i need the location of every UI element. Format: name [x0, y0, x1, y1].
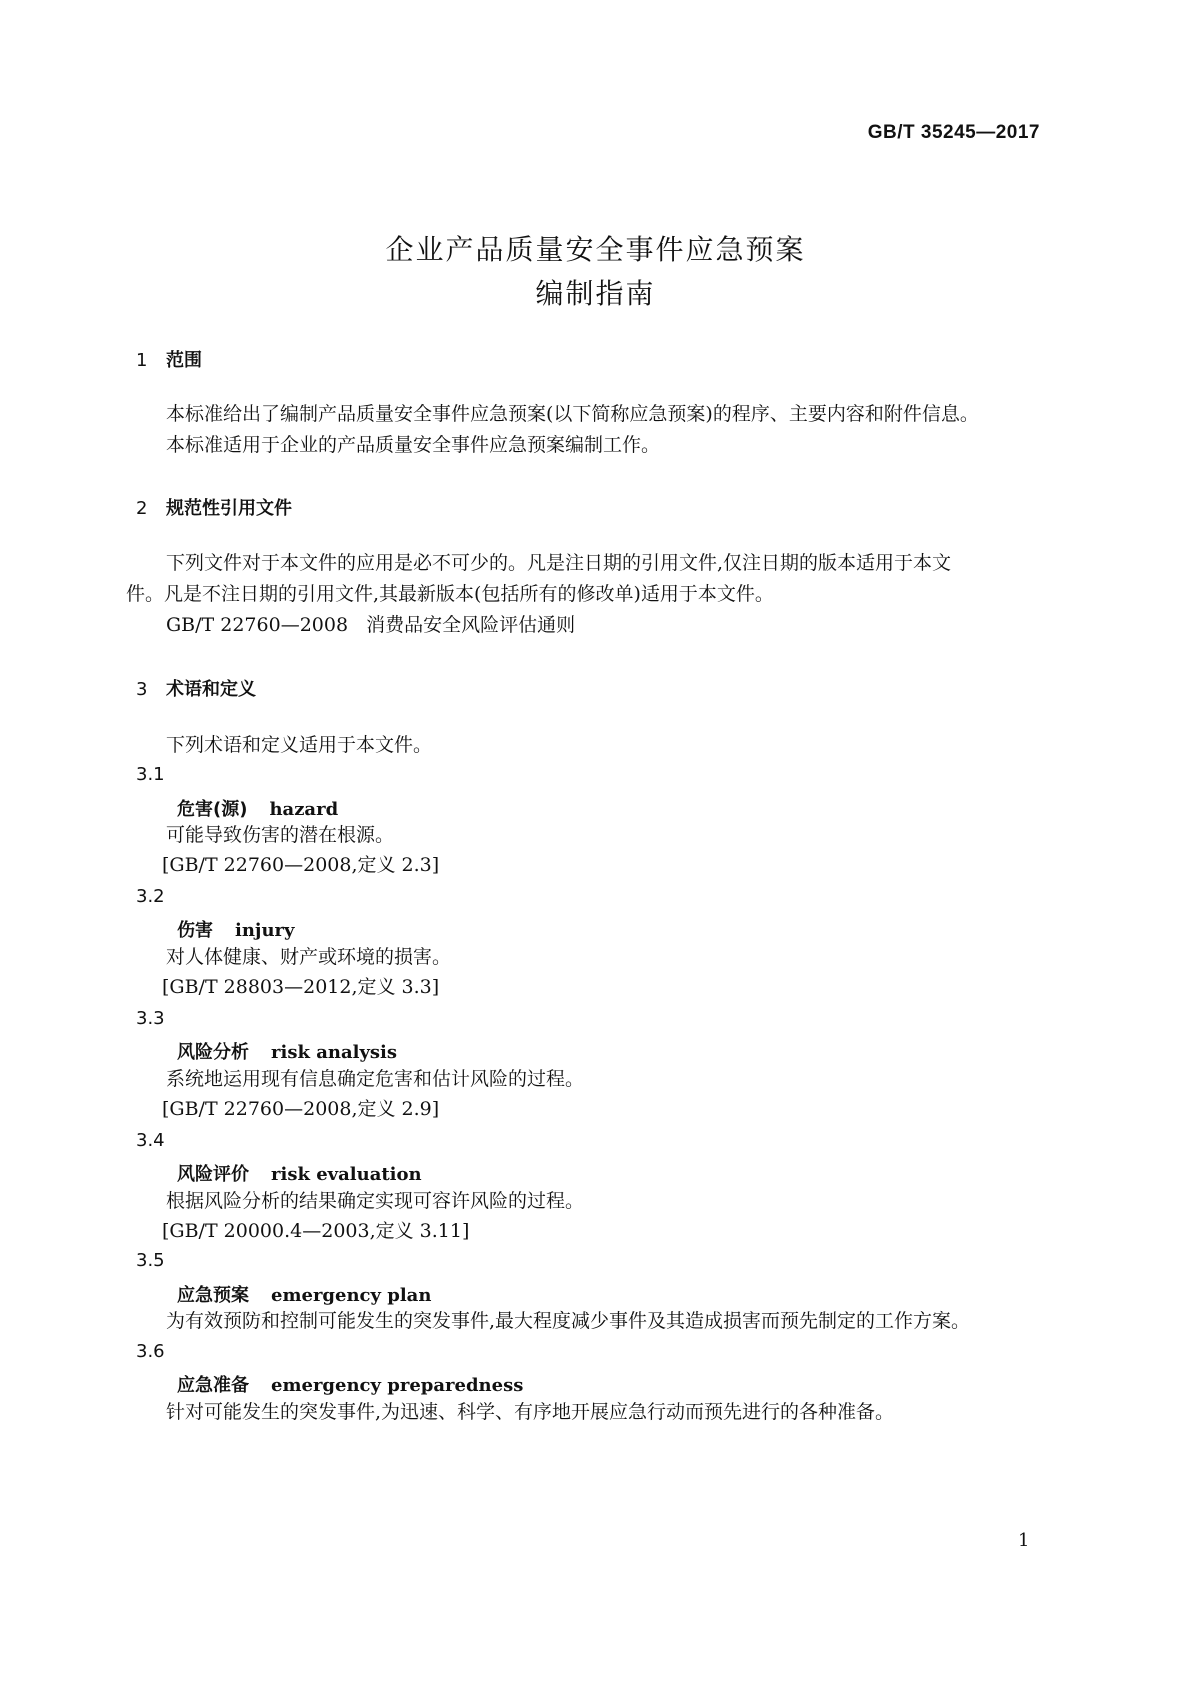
- section-number: 3: [136, 679, 148, 700]
- term-heading: [177, 1160, 422, 1186]
- term-en: emergency preparedness: [271, 1375, 524, 1396]
- term-en: risk evaluation: [271, 1164, 422, 1185]
- term-number: 3.6: [136, 1341, 165, 1362]
- term-heading: [177, 1371, 523, 1397]
- document-subtitle: 编制指南: [535, 277, 656, 310]
- section-number: 1: [136, 350, 148, 371]
- section-number: 2: [136, 498, 148, 519]
- paragraph: 本标准适用于企业的产品质量安全事件应急预案编制工作。: [166, 434, 661, 456]
- term-source: [GB/T 22760—2008,定义 2.9]: [162, 1098, 440, 1120]
- term-number: 3.3: [136, 1008, 165, 1029]
- section-heading-3: [136, 675, 256, 701]
- term-en: risk analysis: [271, 1042, 398, 1063]
- paragraph: 件。凡是不注日期的引用文件,其最新版本(包括所有的修改单)适用于本文件。: [126, 583, 774, 605]
- term-heading: [177, 795, 338, 821]
- term-en: injury: [235, 920, 295, 941]
- term-source: [GB/T 28803—2012,定义 3.3]: [162, 976, 440, 998]
- term-number: 3.5: [136, 1250, 165, 1271]
- term-zh: 应急准备: [177, 1375, 249, 1396]
- term-zh: 危害(源): [177, 799, 248, 820]
- paragraph: 下列文件对于本文件的应用是必不可少的。凡是注日期的引用文件,仅注日期的版本适用于本文: [166, 552, 952, 574]
- term-en: hazard: [269, 799, 339, 820]
- section-title: 术语和定义: [166, 679, 256, 700]
- term-definition: 系统地运用现有信息确定危害和估计风险的过程。: [166, 1068, 585, 1090]
- term-source: [GB/T 20000.4—2003,定义 3.11]: [162, 1220, 470, 1242]
- term-definition: 针对可能发生的突发事件,为迅速、科学、有序地开展应急行动而预先进行的各种准备。: [166, 1401, 895, 1423]
- section-title: 范围: [166, 350, 202, 371]
- term-zh: 风险评价: [177, 1164, 249, 1185]
- term-zh: 应急预案: [177, 1285, 249, 1306]
- term-number: 3.2: [136, 886, 165, 907]
- term-number: 3.1: [136, 764, 165, 785]
- term-zh: 风险分析: [177, 1042, 249, 1063]
- term-heading: [177, 916, 294, 942]
- term-definition: 可能导致伤害的潜在根源。: [166, 824, 395, 846]
- section-heading-1: [136, 346, 202, 372]
- term-source: [GB/T 22760—2008,定义 2.3]: [162, 854, 440, 876]
- paragraph: 下列术语和定义适用于本文件。: [166, 734, 433, 756]
- term-zh: 伤害: [177, 920, 213, 941]
- section-title: 规范性引用文件: [166, 498, 292, 519]
- section-heading-2: [136, 494, 292, 520]
- term-number: 3.4: [136, 1130, 165, 1151]
- term-heading: [177, 1281, 431, 1307]
- term-definition: 对人体健康、财产或环境的损害。: [166, 946, 452, 968]
- term-heading: [177, 1038, 397, 1064]
- term-en: emergency plan: [271, 1285, 432, 1306]
- page-number: 1: [1018, 1530, 1030, 1551]
- standard-code: GB/T 35245—2017: [867, 122, 1040, 143]
- normative-reference: GB/T 22760—2008 消费品安全风险评估通则: [166, 614, 576, 636]
- paragraph: 本标准给出了编制产品质量安全事件应急预案(以下简称应急预案)的程序、主要内容和附件信息。: [166, 403, 979, 425]
- term-definition: 为有效预防和控制可能发生的突发事件,最大程度减少事件及其造成损害而预先制定的工作方案。: [166, 1310, 971, 1332]
- document-title: 企业产品质量安全事件应急预案: [385, 233, 806, 266]
- term-definition: 根据风险分析的结果确定实现可容许风险的过程。: [166, 1190, 585, 1212]
